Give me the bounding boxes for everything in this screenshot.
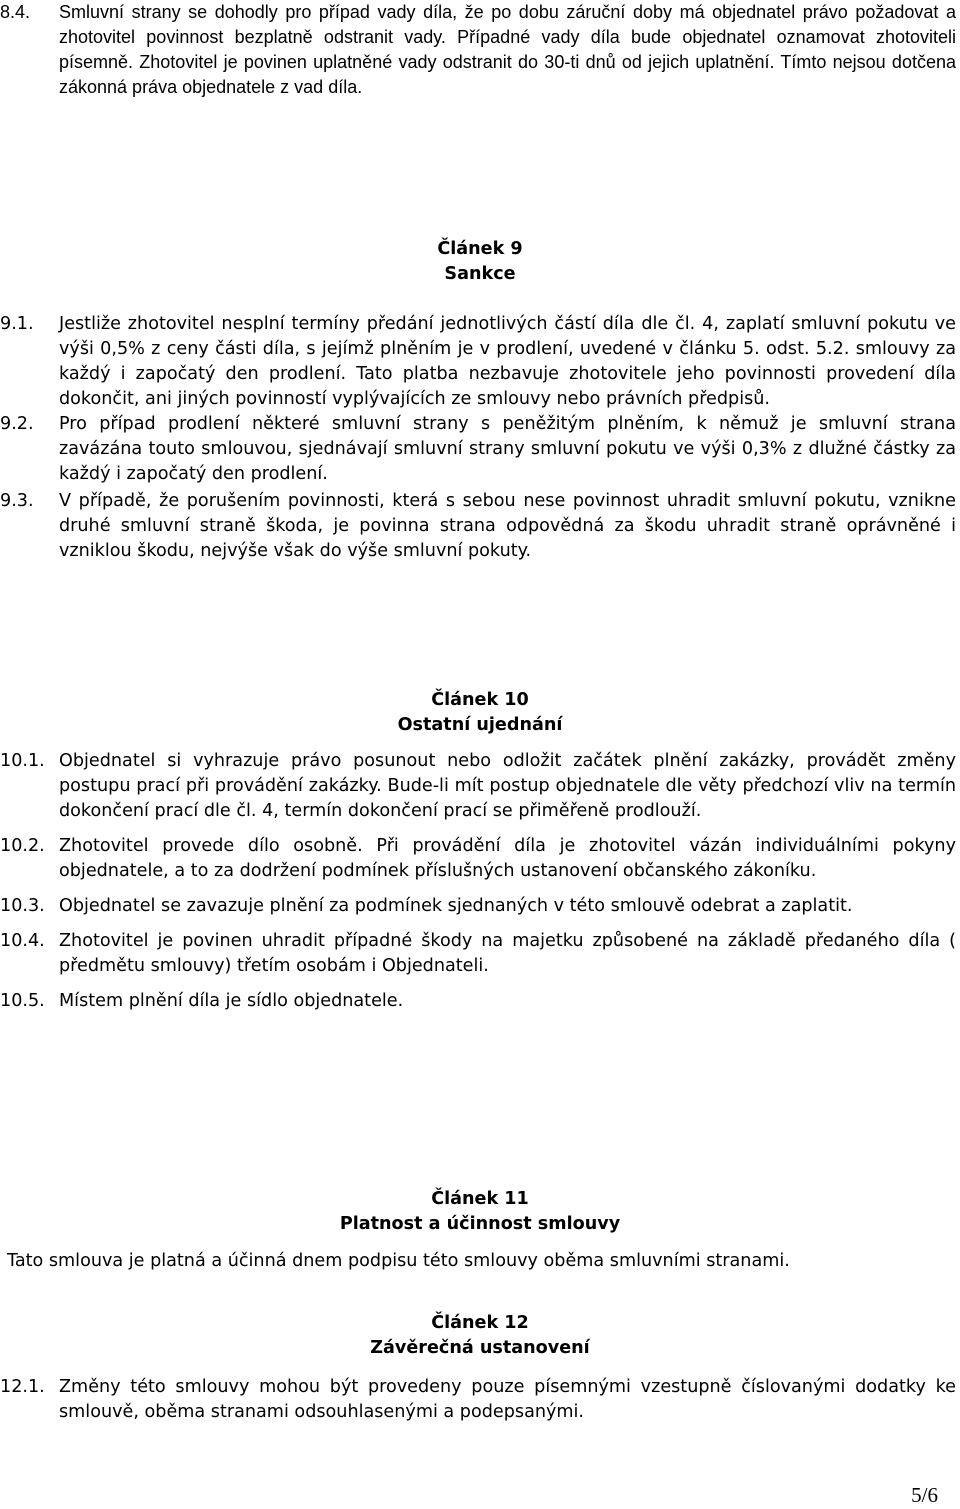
article-12-title: Článek 12 <box>431 1313 529 1333</box>
clause-number: 12.1. <box>0 1377 45 1397</box>
clause-text: Změny této smlouvy mohou být provedeny pouze písemnými vzestupně číslovanými dodatky ke smlouvě, oběma stranami odsouhlasenými a podepsanými. <box>59 1377 956 1422</box>
clause-number: 10.4. <box>0 931 45 951</box>
article-9-subtitle: Sankce <box>444 264 516 284</box>
clause-number: 9.1. <box>0 314 34 334</box>
clause-number: 10.3. <box>0 896 45 916</box>
clause-text: Objednatel se zavazuje plnění za podmínek sjednaných v této smlouvě odebrat a zaplatit. <box>59 896 853 916</box>
article-11-text: Tato smlouva je platná a účinná dnem podpisu této smlouvy oběma smluvními stranami. <box>7 1251 790 1271</box>
clause-10-5 <box>0 989 960 1014</box>
clause-number: 9.2. <box>0 414 34 434</box>
article-12-clauses <box>0 1375 960 1425</box>
clause-text: Jestliže zhotovitel nesplní termíny předání jednotlivých částí díla dle čl. 4, zaplatí smluvní pokutu ve výši 0,5% z ceny části díla, s jejímž plněním je v prodlení, uvedené v článku 5. odst. 5.2. smlouvy za každý i započatý den prodlení. Tato platba nezbavuje zhotovitele jeho povinnosti provedení díla dokončit, ani jiných povinností vyplývajících ze smlouvy nebo právních předpisů. <box>59 314 956 409</box>
clause-text: Místem plnění díla je sídlo objednatele. <box>59 991 404 1011</box>
clause-number: 10.1. <box>0 751 45 771</box>
clause-text: V případě, že porušením povinnosti, která s sebou nese povinnost uhradit smluvní pokutu, vznikne druhé smluvní straně škoda, je povinna strana odpovědná za škodu uhradit straně oprávněné i vzniklou škodu, nejvýše však do výše smluvní pokuty. <box>59 491 956 561</box>
clause-number: 8.4. <box>0 2 31 22</box>
clause-10-1 <box>0 749 960 824</box>
clause-number: 10.2. <box>0 836 45 856</box>
article-11-title: Článek 11 <box>431 1189 529 1209</box>
article-10-clauses <box>0 749 960 1014</box>
article-12-subtitle: Závěrečná ustanovení <box>370 1338 590 1358</box>
clause-text: Pro případ prodlení některé smluvní strany s peněžitým plněním, k němuž je smluvní strana zavázána touto smlouvou, sjednávají smluvní strany smluvní pokutu ve výši 0,3% z dlužné částky za každý i započatý den prodlení. <box>59 414 956 484</box>
clause-text: Smluvní strany se dohodly pro případ vady díla, že po dobu záruční doby má objednatel právo požadovat a zhotovitel povinnost bezplatně odstranit vady. Případné vady díla bude objednatel oznamovat zhotoviteli písemně. Zhotovitel je povinen uplatněné vady odstranit do 30-ti dnů od jejich uplatnění. Tímto nejsou dotčena zákonná práva objednatele z vad díla. <box>59 2 956 97</box>
clause-12-1 <box>0 1375 960 1425</box>
clause-9-3 <box>0 489 960 564</box>
clause-8-4 <box>0 0 960 100</box>
clause-9-1 <box>0 312 960 412</box>
article-11-subtitle: Platnost a účinnost smlouvy <box>339 1214 621 1234</box>
clause-text: Zhotovitel provede dílo osobně. Při provádění díla je zhotovitel vázán individuálními pokyny objednatele, a to za dodržení podmínek příslušných ustanovení občanského zákoníku. <box>59 836 956 881</box>
clause-text: Zhotovitel je povinen uhradit případné škody na majetku způsobené na základě předaného díla ( předmětu smlouvy) třetím osobám i Objednateli. <box>59 931 956 976</box>
clause-number: 9.3. <box>0 491 34 511</box>
page-number: 5/6 <box>911 1483 938 1507</box>
article-10-subtitle: Ostatní ujednání <box>397 715 563 735</box>
clause-text: Objednatel si vyhrazuje právo posunout nebo odložit začátek plnění zakázky, provádět změny postupu prací při provádění zakázky. Bude-li mít postup objednatele dle věty předchozí vliv na termín dokončení prací dle čl. 4, termín dokončení prací se přiměřeně prodlouží. <box>59 751 956 821</box>
clause-10-4 <box>0 929 960 979</box>
clause-number: 10.5. <box>0 991 45 1011</box>
article-9-title: Článek 9 <box>437 239 523 259</box>
clause-10-2 <box>0 834 960 884</box>
article-9-clauses <box>0 312 960 564</box>
article-10-title: Článek 10 <box>431 690 529 710</box>
clause-9-2 <box>0 412 960 487</box>
clause-10-3 <box>0 894 960 919</box>
